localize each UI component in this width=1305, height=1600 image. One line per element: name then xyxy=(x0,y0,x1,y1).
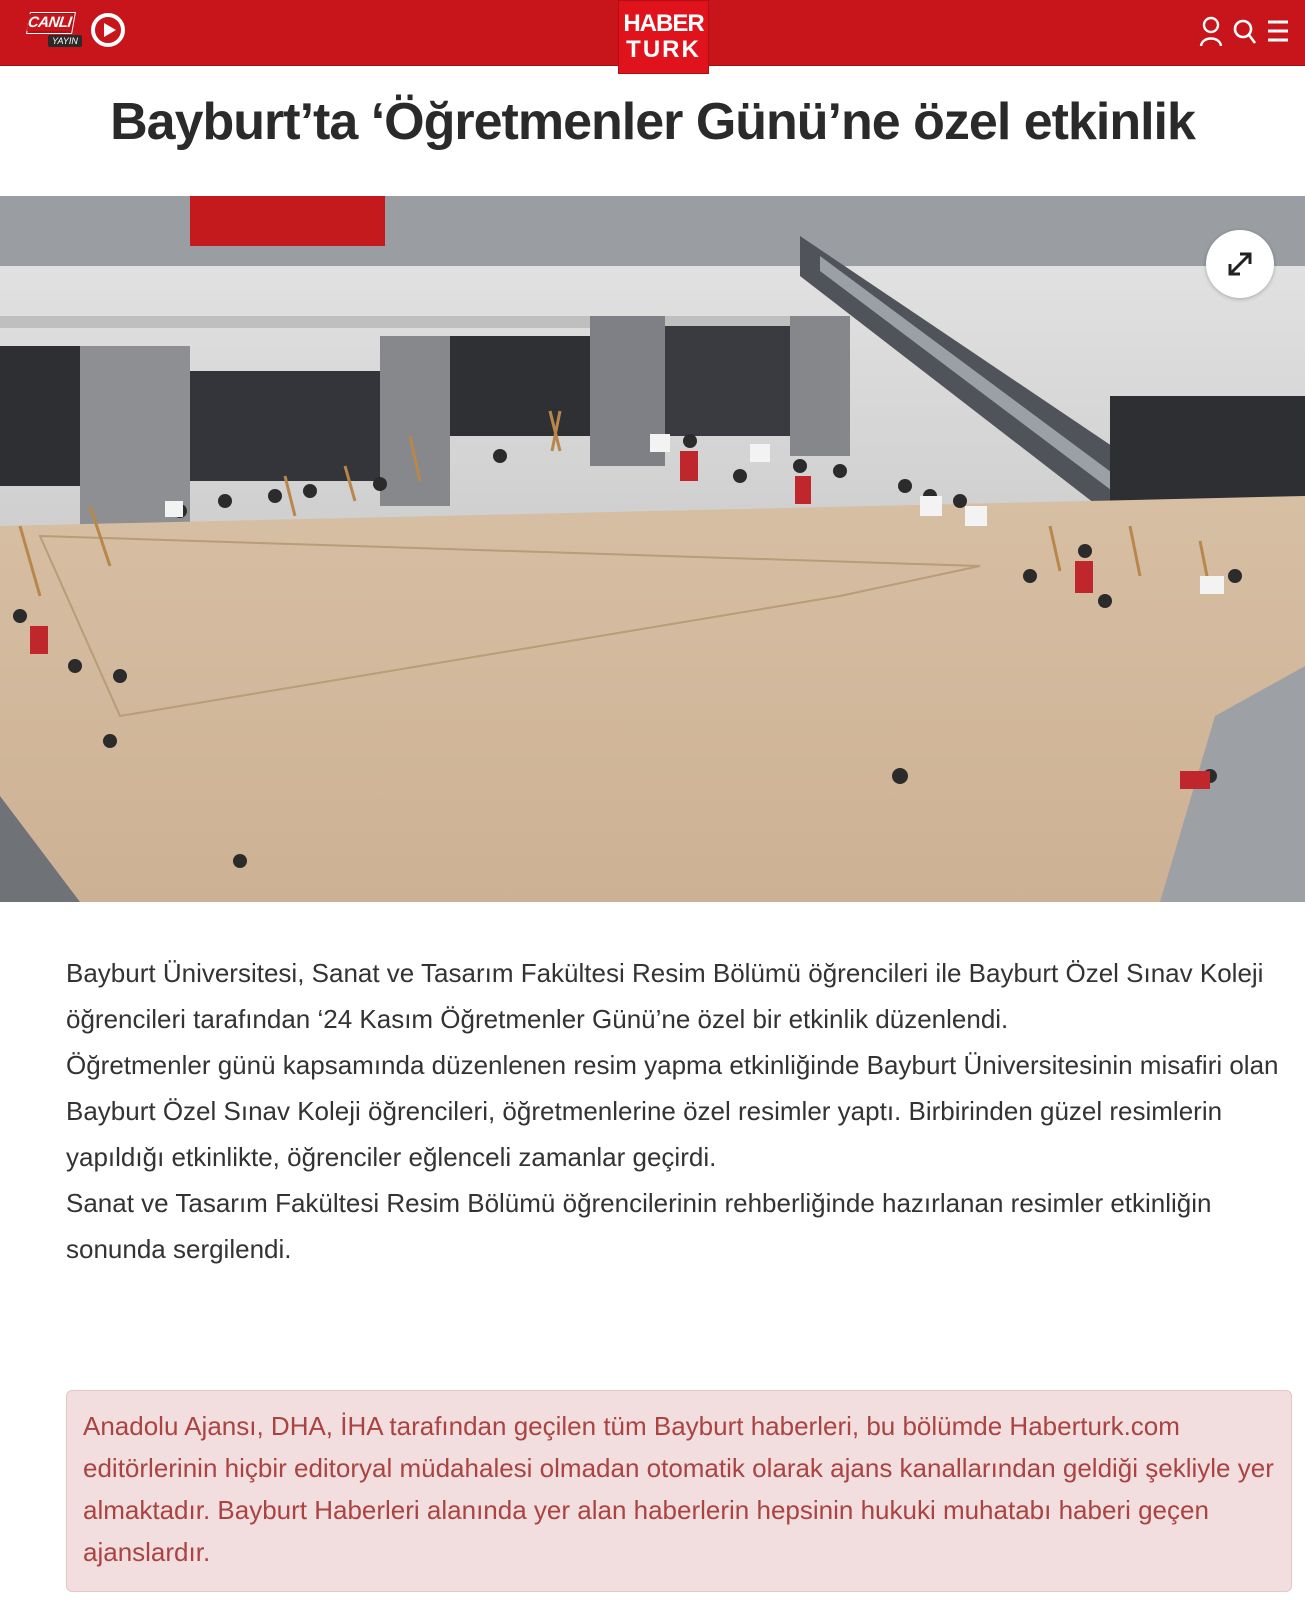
search-icon[interactable] xyxy=(1233,16,1257,48)
logo-line-2: TURK xyxy=(626,36,701,63)
article-body xyxy=(66,950,1286,1272)
play-icon[interactable] xyxy=(91,13,125,47)
agency-disclaimer xyxy=(66,1390,1292,1592)
article-image[interactable] xyxy=(0,196,1305,902)
agency-disclaimer-text: Anadolu Ajansı, DHA, İHA tarafından geçilen tüm Bayburt haberleri, bu bölümde Haberturk.com editörlerinin hiçbir editoryal müdahalesi olmadan otomatik olarak ajans kanallarından geldiği şekliyle yer almaktadır. Bayburt Haberleri alanında yer alan haberlerin hepsinin hukuki muhatabı haberi geçen ajanslardır. xyxy=(83,1411,1274,1567)
live-sublabel: YAYIN xyxy=(48,35,82,47)
site-logo[interactable] xyxy=(618,0,709,74)
article-title: Bayburt’ta ‘Öğretmenler Günü’ne özel etkinlik xyxy=(110,93,1195,151)
top-navbar xyxy=(0,0,1305,66)
live-broadcast-button[interactable] xyxy=(14,10,98,54)
live-label: CANLI xyxy=(26,14,73,31)
article-paragraph-3: Sanat ve Tasarım Fakültesi Resim Bölümü öğrencilerinin rehberliğinde hazırlanan resimler etkinliğin sonunda sergilendi. xyxy=(66,1188,1212,1264)
user-icon[interactable] xyxy=(1199,16,1223,48)
menu-icon[interactable] xyxy=(1267,16,1289,48)
expand-image-button[interactable] xyxy=(1206,230,1274,298)
article-paragraph-1: Bayburt Üniversitesi, Sanat ve Tasarım Fakültesi Resim Bölümü öğrencileri ile Bayburt Özel Sınav Koleji öğrencileri tarafından ‘24 Kasım Öğretmenler Günü’ne özel bir etkinlik düzenlendi. xyxy=(66,958,1264,1034)
logo-line-1: HABER xyxy=(623,10,704,37)
expand-icon xyxy=(1224,248,1256,280)
article-paragraph-2: Öğretmenler günü kapsamında düzenlenen resim yapma etkinliğinde Bayburt Üniversitesinin misafiri olan Bayburt Özel Sınav Koleji öğrencileri, öğretmenlerine özel resimler yaptı. Birbirinden güzel resimlerin yapıldığı etkinlikte, öğrenciler eğlenceli zamanlar geçirdi. xyxy=(66,1050,1279,1172)
header-actions xyxy=(1199,16,1289,48)
